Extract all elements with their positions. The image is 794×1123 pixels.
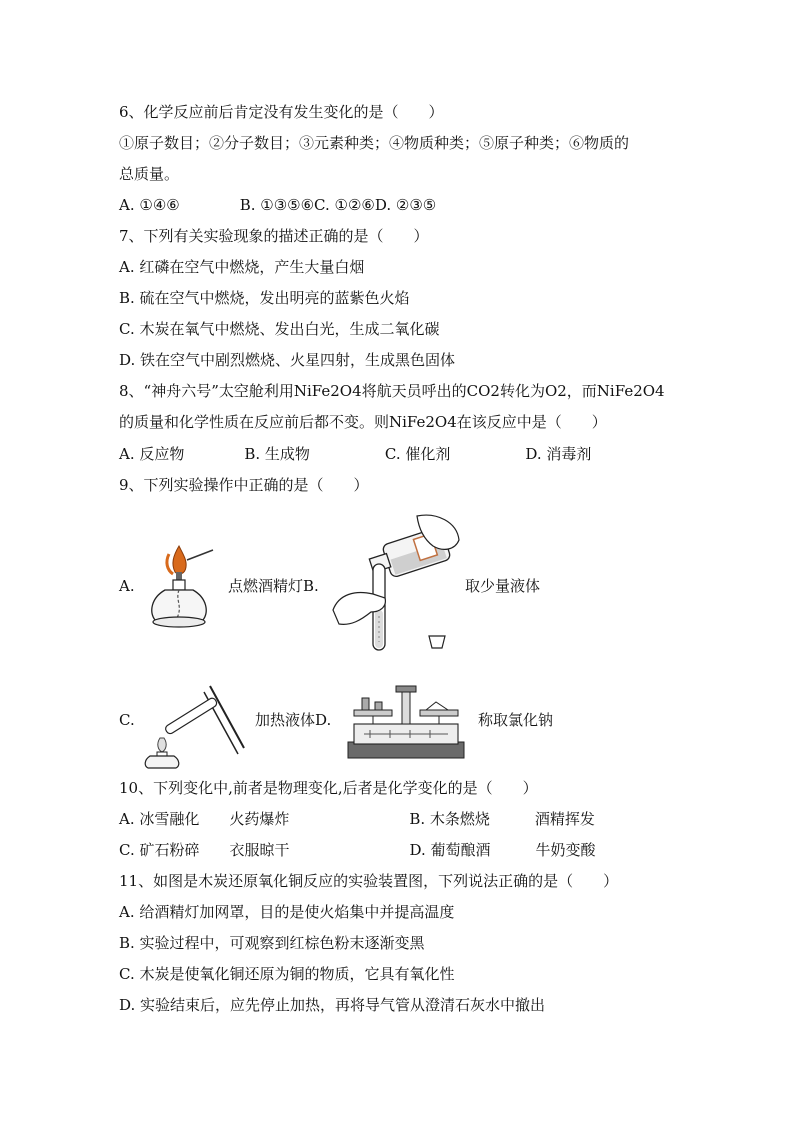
q11-option-d: D. 实验结束后，应先停止加热，再将导气管从澄清石灰水中撤出 <box>119 996 546 1014</box>
q10-stem: 10、下列变化中,前者是物理变化,后者是化学变化的是（ ） <box>119 779 538 797</box>
q9-option-d-text: 称取氯化钠 <box>478 711 554 729</box>
q8-stem-line1: 8、“神舟六号”太空舱利用NiFe2O4将航天员呼出的CO2转化为O2，而NiFe2O4 <box>119 382 665 400</box>
q9-option-a-text: 点燃酒精灯B. <box>228 577 319 595</box>
q8-stem-line2: 的质量和化学性质在反应前后都不变。则NiFe2O4在该反应中是（ ） <box>119 413 607 431</box>
balance-scale-illustration <box>340 684 472 764</box>
heating-liquid-illustration <box>142 680 248 770</box>
alcohol-lamp-lighting-illustration <box>145 540 215 632</box>
q11-option-c: C. 木炭是使氧化铜还原为铜的物质，它具有氧化性 <box>119 965 455 983</box>
q6-items-line2: 总质量。 <box>119 165 180 183</box>
q7-stem: 7、下列有关实验现象的描述正确的是（ ） <box>119 227 429 245</box>
q10-options-row1: A. 冰雪融化 火药爆炸 B. 木条燃烧 酒精挥发 <box>119 810 595 828</box>
q9-option-a-letter: A. <box>119 577 135 595</box>
q7-option-c: C. 木炭在氧气中燃烧、发出白光，生成二氧化碳 <box>119 320 440 338</box>
q6-options: A. ①④⑥ B. ①③⑤⑥C. ①②⑥D. ②③⑤ <box>119 196 437 214</box>
q9-stem: 9、下列实验操作中正确的是（ ） <box>119 476 369 494</box>
q11-option-b: B. 实验过程中，可观察到红棕色粉末逐渐变黑 <box>119 934 425 952</box>
q11-option-a: A. 给酒精灯加网罩，目的是使火焰集中并提高温度 <box>119 903 455 921</box>
q9-option-c-text: 加热液体D. <box>255 711 332 729</box>
q9-option-b-text: 取少量液体 <box>465 577 541 595</box>
pouring-liquid-illustration <box>325 510 465 658</box>
q6-stem: 6、化学反应前后肯定没有发生变化的是（ ） <box>119 103 444 121</box>
q8-options: A. 反应物 B. 生成物 C. 催化剂 D. 消毒剂 <box>119 445 592 463</box>
q7-option-b: B. 硫在空气中燃烧，发出明亮的蓝紫色火焰 <box>119 289 410 307</box>
q10-options-row2: C. 矿石粉碎 衣服晾干 D. 葡萄酿酒 牛奶变酸 <box>119 841 596 859</box>
q6-items-line1: ①原子数目；②分子数目；③元素种类；④物质种类；⑤原子种类；⑥物质的 <box>119 134 630 152</box>
q9-option-c-letter: C. <box>119 711 135 729</box>
q7-option-a: A. 红磷在空气中燃烧，产生大量白烟 <box>119 258 365 276</box>
q11-stem: 11、如图是木炭还原氧化铜反应的实验装置图，下列说法正确的是（ ） <box>119 872 619 890</box>
q7-option-d: D. 铁在空气中剧烈燃烧、火星四射，生成黑色固体 <box>119 351 456 369</box>
